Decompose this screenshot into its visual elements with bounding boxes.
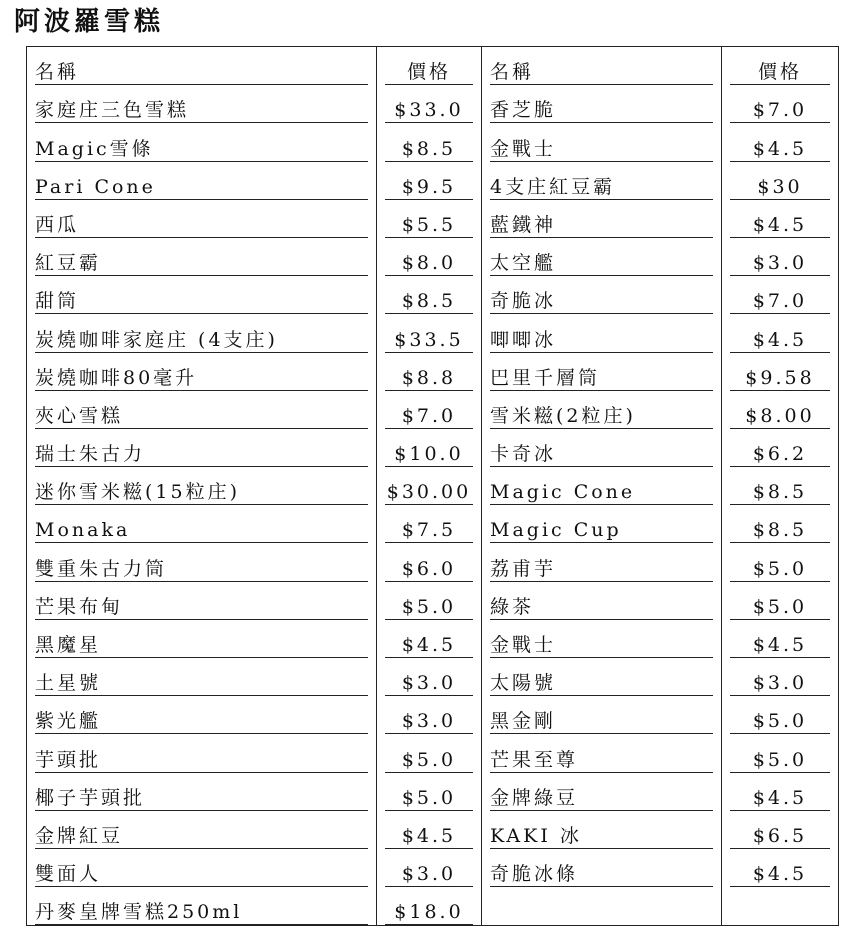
item-name-right-cell <box>482 123 722 161</box>
item-price-right-cell <box>722 123 839 161</box>
item-name-right-cell <box>482 314 722 352</box>
table-row <box>27 314 839 352</box>
item-price-right: $4.5 <box>730 329 830 353</box>
item-price-right: $5.0 <box>730 710 830 734</box>
item-name-left-cell <box>27 849 377 887</box>
item-name-left-cell <box>27 429 377 467</box>
item-price-right-cell <box>722 353 839 391</box>
item-price-left: $18.0 <box>385 901 473 925</box>
item-price-left-cell <box>377 200 482 238</box>
item-name-right-cell <box>482 238 722 276</box>
item-name-right: 雪米糍(2粒庄) <box>490 405 713 429</box>
header-price-left <box>377 47 482 86</box>
item-price-left-cell <box>377 276 482 314</box>
item-price-right-cell <box>722 658 839 696</box>
item-price-left: $7.5 <box>385 519 473 543</box>
item-name-right: 奇脆冰條 <box>490 863 713 887</box>
item-price-left-cell <box>377 505 482 543</box>
item-name-right-cell <box>482 391 722 429</box>
item-name-left-cell <box>27 200 377 238</box>
table-row <box>27 162 839 200</box>
item-price-right: $8.5 <box>730 481 830 505</box>
item-name-right: 巴里千層筒 <box>490 367 713 391</box>
item-name-right: 太空艦 <box>490 252 713 276</box>
item-name-right: 奇脆冰 <box>490 290 713 314</box>
table-row <box>27 543 839 581</box>
item-name-right-cell <box>482 696 722 734</box>
item-price-left: $5.0 <box>385 596 473 620</box>
item-name-left-cell <box>27 543 377 581</box>
item-price-left-cell <box>377 429 482 467</box>
item-price-right: $6.5 <box>730 825 830 849</box>
item-name-left-cell <box>27 811 377 849</box>
item-price-right-cell <box>722 734 839 772</box>
item-price-left: $33.5 <box>385 329 473 353</box>
item-price-right: $9.58 <box>730 367 830 391</box>
item-price-right-cell <box>722 314 839 352</box>
item-name-right: KAKI 冰 <box>490 825 713 849</box>
item-price-right: $4.5 <box>730 138 830 162</box>
item-name-left-cell <box>27 85 377 123</box>
table-row <box>27 85 839 123</box>
table-row <box>27 391 839 429</box>
header-price-left-text: 價格 <box>385 61 473 85</box>
table-row <box>27 353 839 391</box>
item-price-left: $5.5 <box>385 214 473 238</box>
item-name-right: 藍鐵神 <box>490 214 713 238</box>
item-name-left-cell <box>27 734 377 772</box>
table-row <box>27 773 839 811</box>
table-row <box>27 467 839 505</box>
item-name-right: 唧唧冰 <box>490 329 713 353</box>
item-name-left: 黑魔星 <box>35 634 368 658</box>
item-price-right-cell <box>722 582 839 620</box>
item-price-left: $8.5 <box>385 290 473 314</box>
item-price-left: $4.5 <box>385 825 473 849</box>
item-name-left: 炭燒咖啡80毫升 <box>35 367 368 391</box>
item-name-right-cell <box>482 543 722 581</box>
item-name-left: 炭燒咖啡家庭庄 (4支庄) <box>35 329 368 353</box>
item-price-left-cell <box>377 85 482 123</box>
item-name-left: 瑞士朱古力 <box>35 443 368 467</box>
header-name-right <box>482 47 722 86</box>
item-name-right-cell <box>482 429 722 467</box>
item-price-left-cell <box>377 391 482 429</box>
table-row <box>27 734 839 772</box>
header-price-right <box>722 47 839 86</box>
table-row <box>27 276 839 314</box>
item-name-left-cell <box>27 773 377 811</box>
table-row <box>27 123 839 161</box>
item-name-left: 雙重朱古力筒 <box>35 558 368 582</box>
item-price-right-cell <box>722 696 839 734</box>
item-price-left: $8.5 <box>385 138 473 162</box>
item-name-right: 4支庄紅豆霸 <box>490 176 713 200</box>
item-name-left-cell <box>27 467 377 505</box>
item-name-left-cell <box>27 582 377 620</box>
header-price-right-text: 價格 <box>730 61 830 85</box>
item-name-right: Magic Cone <box>490 481 713 505</box>
item-name-right-cell <box>482 276 722 314</box>
item-price-left-cell <box>377 696 482 734</box>
table-row <box>27 582 839 620</box>
item-price-left-cell <box>377 773 482 811</box>
item-price-right-cell <box>722 162 839 200</box>
item-price-left: $3.0 <box>385 710 473 734</box>
item-price-left: $5.0 <box>385 787 473 811</box>
item-name-right-cell <box>482 353 722 391</box>
item-price-right: $3.0 <box>730 252 830 276</box>
item-name-right-cell <box>482 773 722 811</box>
item-name-right-cell <box>482 620 722 658</box>
item-name-right: 太陽號 <box>490 672 713 696</box>
item-price-left: $33.0 <box>385 99 473 123</box>
item-name-left: 紅豆霸 <box>35 252 368 276</box>
item-name-left-cell <box>27 391 377 429</box>
item-price-right-cell <box>722 85 839 123</box>
item-name-left-cell <box>27 620 377 658</box>
header-name-left <box>27 47 377 86</box>
item-price-left: $4.5 <box>385 634 473 658</box>
item-name-left: Monaka <box>35 519 368 543</box>
item-name-left: 西瓜 <box>35 214 368 238</box>
item-name-left: 家庭庄三色雪糕 <box>35 99 368 123</box>
item-name-left: 芋頭批 <box>35 749 368 773</box>
item-price-right: $4.5 <box>730 214 830 238</box>
item-name-right-cell <box>482 734 722 772</box>
header-name-right-text: 名稱 <box>490 61 713 85</box>
item-name-right: 金牌綠豆 <box>490 787 713 811</box>
item-price-right-cell <box>722 429 839 467</box>
item-price-right: $4.5 <box>730 863 830 887</box>
item-price-right: $7.0 <box>730 99 830 123</box>
item-price-left: $30.00 <box>386 481 472 504</box>
item-name-left: Pari Cone <box>35 176 368 200</box>
item-name-right-cell <box>482 162 722 200</box>
item-name-left: 金牌紅豆 <box>35 825 368 849</box>
page-title: 阿波羅雪糕 <box>14 7 165 37</box>
item-name-left-cell <box>27 123 377 161</box>
item-name-right: 黑金剛 <box>490 710 713 734</box>
item-price-right: $4.5 <box>730 634 830 658</box>
item-price-left-cell <box>377 162 482 200</box>
item-price-left: $5.0 <box>385 749 473 773</box>
item-price-right-cell <box>722 238 839 276</box>
item-name-left-cell <box>27 353 377 391</box>
item-name-right <box>490 919 713 920</box>
item-price-left-cell <box>377 620 482 658</box>
item-price-left-cell <box>377 314 482 352</box>
item-name-left: 夾心雪糕 <box>35 405 368 429</box>
item-price-left-cell <box>377 123 482 161</box>
item-name-right: 卡奇冰 <box>490 443 713 467</box>
item-price-right-cell <box>722 811 839 849</box>
item-price-right-cell <box>722 505 839 543</box>
item-name-left-cell <box>27 238 377 276</box>
item-name-right-cell <box>482 582 722 620</box>
item-price-right-cell <box>722 276 839 314</box>
item-price-right-cell <box>722 543 839 581</box>
item-name-right-cell <box>482 200 722 238</box>
item-price-left: $8.0 <box>385 252 473 276</box>
item-price-right-cell <box>722 887 839 926</box>
item-price-left-cell <box>377 849 482 887</box>
item-name-right: 綠茶 <box>490 596 713 620</box>
item-price-left: $10.0 <box>385 443 473 467</box>
item-name-right-cell <box>482 811 722 849</box>
item-name-right-cell <box>482 887 722 926</box>
item-price-right: $4.5 <box>730 787 830 811</box>
item-name-left-cell <box>27 887 377 926</box>
item-name-right: 金戰士 <box>490 634 713 658</box>
table-row <box>27 238 839 276</box>
item-price-right: $7.0 <box>730 290 830 314</box>
item-price-right: $3.0 <box>730 672 830 696</box>
table-row <box>27 429 839 467</box>
table-row <box>27 620 839 658</box>
item-name-left: 土星號 <box>35 672 368 696</box>
item-price-left: $3.0 <box>385 672 473 696</box>
table-row <box>27 887 839 926</box>
item-price-right: $30 <box>730 176 830 200</box>
table-row <box>27 505 839 543</box>
item-name-right: 金戰士 <box>490 138 713 162</box>
item-name-right-cell <box>482 467 722 505</box>
item-price-left: $6.0 <box>385 558 473 582</box>
item-price-right: $5.0 <box>730 596 830 620</box>
item-name-left: 椰子芋頭批 <box>35 787 368 811</box>
price-table <box>26 46 839 926</box>
item-name-left: 芒果布甸 <box>35 596 368 620</box>
item-price-right-cell <box>722 391 839 429</box>
item-name-left-cell <box>27 696 377 734</box>
item-name-right-cell <box>482 85 722 123</box>
table-row <box>27 849 839 887</box>
item-name-left: 丹麥皇牌雪糕250ml <box>35 901 368 925</box>
item-price-left: $3.0 <box>385 863 473 887</box>
table-header-row <box>27 47 839 86</box>
item-price-left-cell <box>377 658 482 696</box>
item-name-left-cell <box>27 276 377 314</box>
item-price-right-cell <box>722 849 839 887</box>
item-price-left: $7.0 <box>385 405 473 429</box>
table-row <box>27 811 839 849</box>
item-price-left-cell <box>377 887 482 926</box>
table-row <box>27 658 839 696</box>
item-name-right-cell <box>482 849 722 887</box>
item-name-left-cell <box>27 658 377 696</box>
item-price-right <box>730 919 830 920</box>
item-price-left-cell <box>377 543 482 581</box>
item-name-left: 迷你雪米糍(15粒庄) <box>35 481 368 505</box>
item-name-left: 紫光艦 <box>35 710 368 734</box>
item-price-right: $8.5 <box>730 519 830 543</box>
item-name-right-cell <box>482 658 722 696</box>
item-name-left-cell <box>27 162 377 200</box>
item-price-left: $9.5 <box>385 176 473 200</box>
item-price-left-cell <box>377 582 482 620</box>
table-row <box>27 696 839 734</box>
item-name-right-cell <box>482 505 722 543</box>
item-name-right: Magic Cup <box>490 519 713 543</box>
item-name-left: 雙面人 <box>35 863 368 887</box>
item-price-right-cell <box>722 467 839 505</box>
item-price-left-cell <box>377 238 482 276</box>
item-price-right: $8.00 <box>730 405 830 429</box>
item-price-left-cell <box>377 467 482 505</box>
item-name-right: 芒果至尊 <box>490 749 713 773</box>
item-price-right: $5.0 <box>730 558 830 582</box>
item-name-right: 荔甫芋 <box>490 558 713 582</box>
item-name-right: 香芝脆 <box>490 99 713 123</box>
item-price-left-cell <box>377 811 482 849</box>
item-price-right: $5.0 <box>730 749 830 773</box>
item-name-left: 甜筒 <box>35 290 368 314</box>
item-price-left: $8.8 <box>385 367 473 391</box>
header-name-left-text: 名稱 <box>35 61 368 85</box>
item-price-right-cell <box>722 200 839 238</box>
item-price-right-cell <box>722 773 839 811</box>
item-price-left-cell <box>377 734 482 772</box>
item-price-right: $6.2 <box>730 443 830 467</box>
item-price-left-cell <box>377 353 482 391</box>
table-row <box>27 200 839 238</box>
item-name-left-cell <box>27 314 377 352</box>
item-price-right-cell <box>722 620 839 658</box>
item-name-left: Magic雪條 <box>35 138 368 162</box>
item-name-left-cell <box>27 505 377 543</box>
